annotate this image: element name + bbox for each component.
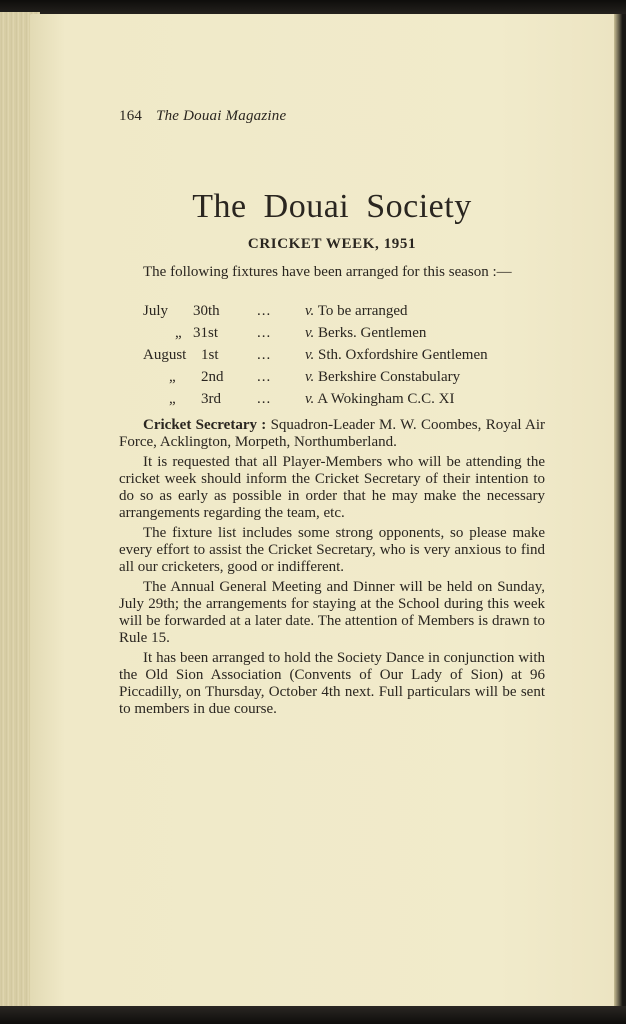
fixture-dots: ... — [257, 303, 272, 319]
magazine-title: The Douai Magazine — [156, 108, 287, 124]
fixture-row — [119, 347, 549, 369]
fixture-day: 3rd — [201, 391, 221, 407]
fixture-versus: v. — [305, 391, 315, 407]
article-subtitle: CRICKET WEEK, 1951 — [247, 236, 417, 252]
fixture-row — [119, 325, 549, 347]
secretary-text: Squadron-Leader M. W. Coombes, Royal Air Force, Acklington, Morpeth, Northumberland. — [119, 417, 546, 450]
body-paragraph: The Annual General Meeting and Dinner will be held on Sunday, July 29th; the arrangements for staying at the School during this week will be forwarded at a later date. The attention of Members is drawn to Rule 15. — [119, 579, 545, 646]
fixture-opponent — [305, 303, 408, 320]
fixture-day: 2nd — [201, 369, 224, 385]
fixture-versus: v. — [305, 325, 315, 341]
main-text — [119, 417, 545, 718]
fixture-opponent — [305, 391, 455, 408]
fixture-month: „ — [169, 391, 176, 407]
fixture-opponent-name: Berks. Gentlemen — [318, 325, 427, 341]
fixture-day: 31st — [193, 325, 219, 341]
fixture-opponent-name: Berkshire Constabulary — [318, 369, 461, 385]
fixture-month: „ — [169, 369, 176, 385]
fixture-versus: v. — [305, 369, 315, 385]
fixture-dots: ... — [257, 347, 272, 363]
intro-block — [119, 264, 545, 281]
intro-paragraph: The following fixtures have been arranged for this season :— — [143, 264, 512, 280]
fixture-versus: v. — [305, 347, 315, 363]
fixture-versus: v. — [305, 303, 315, 319]
fixture-dots: ... — [257, 369, 272, 385]
fixtures-list — [119, 303, 549, 413]
fixture-month: July — [143, 303, 169, 319]
fixture-opponent — [305, 369, 460, 386]
fixture-month: August — [143, 347, 187, 363]
fixture-dots: ... — [257, 325, 272, 341]
body-paragraph: It is requested that all Player-Members who will be attending the cricket week should inform the Cricket Secretary of their intention to do so as early as possible in order that he may make the necessary arrangements regarding the team, etc. — [119, 454, 545, 521]
fixture-day: 30th — [193, 303, 220, 319]
secretary-paragraph — [119, 417, 545, 451]
fixture-row — [119, 303, 549, 325]
fixture-opponent — [305, 347, 488, 364]
body-paragraph: It has been arranged to hold the Society Dance in conjunction with the Old Sion Association (Convents of Our Lady of Sion) at 96 Piccadilly, on Thursday, October 4th next. Full particulars will be sent to members in due course. — [119, 650, 545, 717]
secretary-label: Cricket Secretary : — [143, 417, 267, 433]
fixture-opponent-name: Sth. Oxfordshire Gentlemen — [318, 347, 488, 363]
fixture-month: „ — [175, 325, 182, 341]
fixture-day: 1st — [201, 347, 219, 363]
fixture-opponent-name: A Wokingham C.C. XI — [317, 391, 455, 407]
fixture-row — [119, 391, 549, 413]
page-number: 164 — [119, 108, 143, 124]
fixture-row — [119, 369, 549, 391]
running-head — [119, 108, 286, 125]
article-title: The Douai Society — [192, 188, 472, 225]
book-right-edge — [614, 14, 626, 1006]
body-paragraph: The fixture list includes some strong opponents, so please make every effort to assist the Cricket Secretary, who is very anxious to find all our cricketers, good or indifferent. — [119, 525, 545, 575]
book-bottom-edge — [0, 1006, 626, 1024]
fixture-opponent-name: To be arranged — [317, 303, 408, 319]
fixture-opponent — [305, 325, 426, 342]
fixture-dots: ... — [257, 391, 272, 407]
